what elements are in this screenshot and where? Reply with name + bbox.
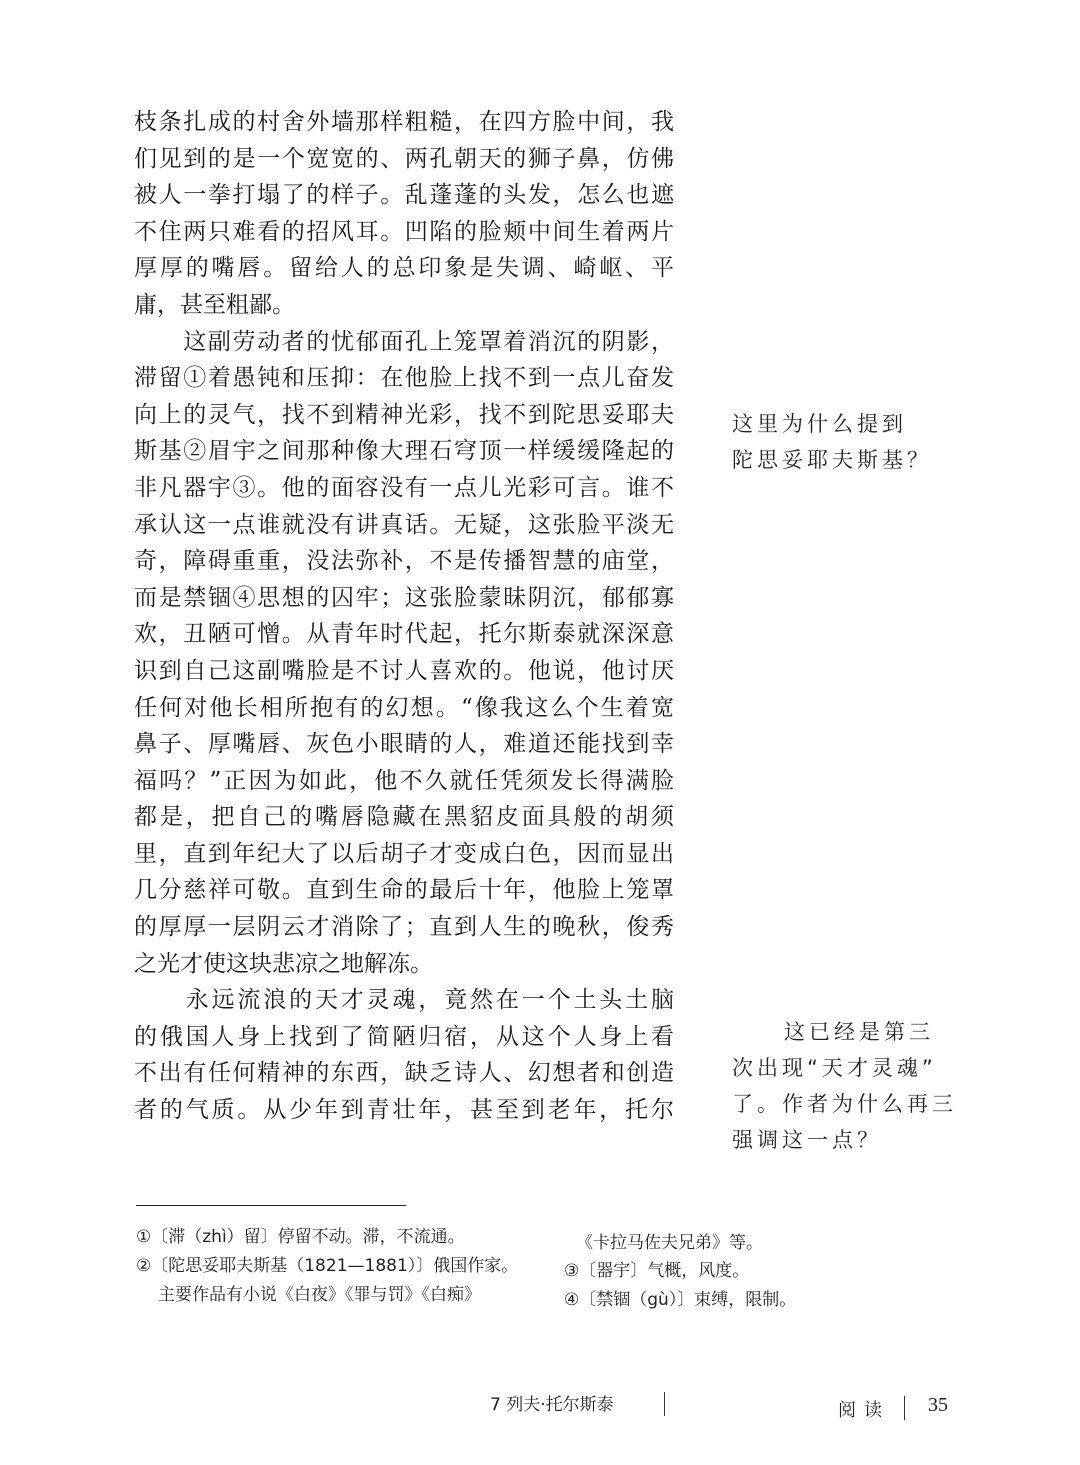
margin-note-line: 这已经是第三 — [784, 1020, 934, 1044]
body-line: 向上的灵气，找不到精神光彩，找不到陀思妥耶夫 — [134, 401, 674, 428]
body-line: 欢，丑陋可憎。从青年时代起，托尔斯泰就深深意 — [134, 621, 674, 648]
footnote-2: ②〔陀思妥耶夫斯基（1821—1881）〕俄国作家。 — [136, 1256, 519, 1276]
body-line: 厚厚的嘴唇。留给人的总印象是失调、崎岖、平 — [134, 255, 674, 282]
page-number: 35 — [928, 1394, 948, 1416]
section-label: 阅读 — [838, 1400, 890, 1421]
margin-note-line: 陀思妥耶夫斯基？ — [732, 448, 932, 472]
footnote-3: ③〔器宇〕气概，风度。 — [564, 1261, 750, 1281]
footnote-divider — [136, 1205, 406, 1206]
body-line: 的厚厚一层阴云才消除了；直到人生的晚秋，俊秀 — [134, 914, 674, 941]
margin-note-line: 这里为什么提到 — [732, 412, 907, 436]
body-line: 们见到的是一个宽宽的、两孔朝天的狮子鼻，仿佛 — [134, 145, 674, 172]
body-line: 鼻子、厚嘴唇、灰色小眼睛的人，难道还能找到幸 — [134, 731, 674, 758]
footnote-2-continued: 主要作品有小说《白夜》《罪与罚》《白痴》 — [158, 1285, 481, 1305]
body-line: 庸，甚至粗鄙。 — [134, 291, 295, 318]
body-line: 承认这一点谁就没有讲真话。无疑，这张脸平淡无 — [134, 511, 674, 538]
margin-note-line: 了。作者为什么再三 — [732, 1092, 957, 1116]
body-line: 几分慈祥可敬。直到生命的最后十年，他脸上笼罩 — [134, 877, 674, 904]
footer-divider — [664, 1392, 665, 1416]
body-line: 非凡器宇③。他的面容没有一点儿光彩可言。谁不 — [134, 474, 674, 501]
body-line: 不出有任何精神的东西，缺乏诗人、幻想者和创造 — [134, 1060, 674, 1087]
body-line: 任何对他长相所抱有的幻想。“像我这么个生着宽 — [134, 694, 674, 721]
main-text — [134, 104, 674, 1129]
body-line: 奇，障碍重重，没法弥补，不是传播智慧的庙堂， — [134, 548, 674, 575]
footer-divider — [904, 1396, 905, 1420]
body-line: 都是，把自己的嘴唇隐藏在黑貂皮面具般的胡须 — [134, 804, 674, 831]
margin-note-line: 强调这一点？ — [732, 1128, 882, 1152]
body-line: 之光才使这块悲凉之地解冻。 — [134, 950, 433, 977]
body-line: 福吗？”正因为如此，他不久就任凭须发长得满脸 — [134, 767, 674, 794]
body-line: 不住两只难看的招风耳。凹陷的脸颊中间生着两片 — [134, 218, 674, 245]
body-line: 被人一拳打塌了的样子。乱蓬蓬的头发，怎么也遮 — [134, 182, 674, 209]
body-line: 识到自己这副嘴脸是不讨人喜欢的。他说，他讨厌 — [134, 657, 674, 684]
lesson-title: 7 列夫·托尔斯泰 — [490, 1395, 614, 1415]
body-line: 永远流浪的天才灵魂，竟然在一个土头土脑 — [134, 987, 674, 1014]
margin-note-line: 次出现“天才灵魂” — [732, 1056, 937, 1080]
footnote-2-end: 《卡拉马佐夫兄弟》等。 — [576, 1233, 763, 1253]
body-line: 枝条扎成的村舍外墙那样粗糙，在四方脸中间，我 — [134, 109, 674, 135]
body-line: 者的气质。从少年到青壮年，甚至到老年，托尔 — [134, 1097, 674, 1124]
footnote-4: ④〔禁锢（gù）〕束缚，限制。 — [564, 1290, 797, 1310]
footnote-1: ①〔滞（zhì）留〕停留不动。滞，不流通。 — [136, 1227, 465, 1247]
body-line: 这副劳动者的忧郁面孔上笼罩着消沉的阴影， — [134, 328, 674, 355]
body-line: 里，直到年纪大了以后胡子才变成白色，因而显出 — [134, 840, 674, 867]
margin-note-1 — [732, 406, 957, 478]
body-line: 的俄国人身上找到了简陋归宿，从这个人身上看 — [134, 1023, 674, 1050]
body-line: 滞留①着愚钝和压抑：在他脸上找不到一点儿奋发 — [134, 365, 674, 392]
body-line: 斯基②眉宇之间那种像大理石穹顶一样缓缓隆起的 — [134, 438, 674, 465]
body-line: 而是禁锢④思想的囚牢；这张脸蒙昧阴沉，郁郁寡 — [134, 584, 674, 611]
margin-note-2 — [732, 1014, 957, 1158]
